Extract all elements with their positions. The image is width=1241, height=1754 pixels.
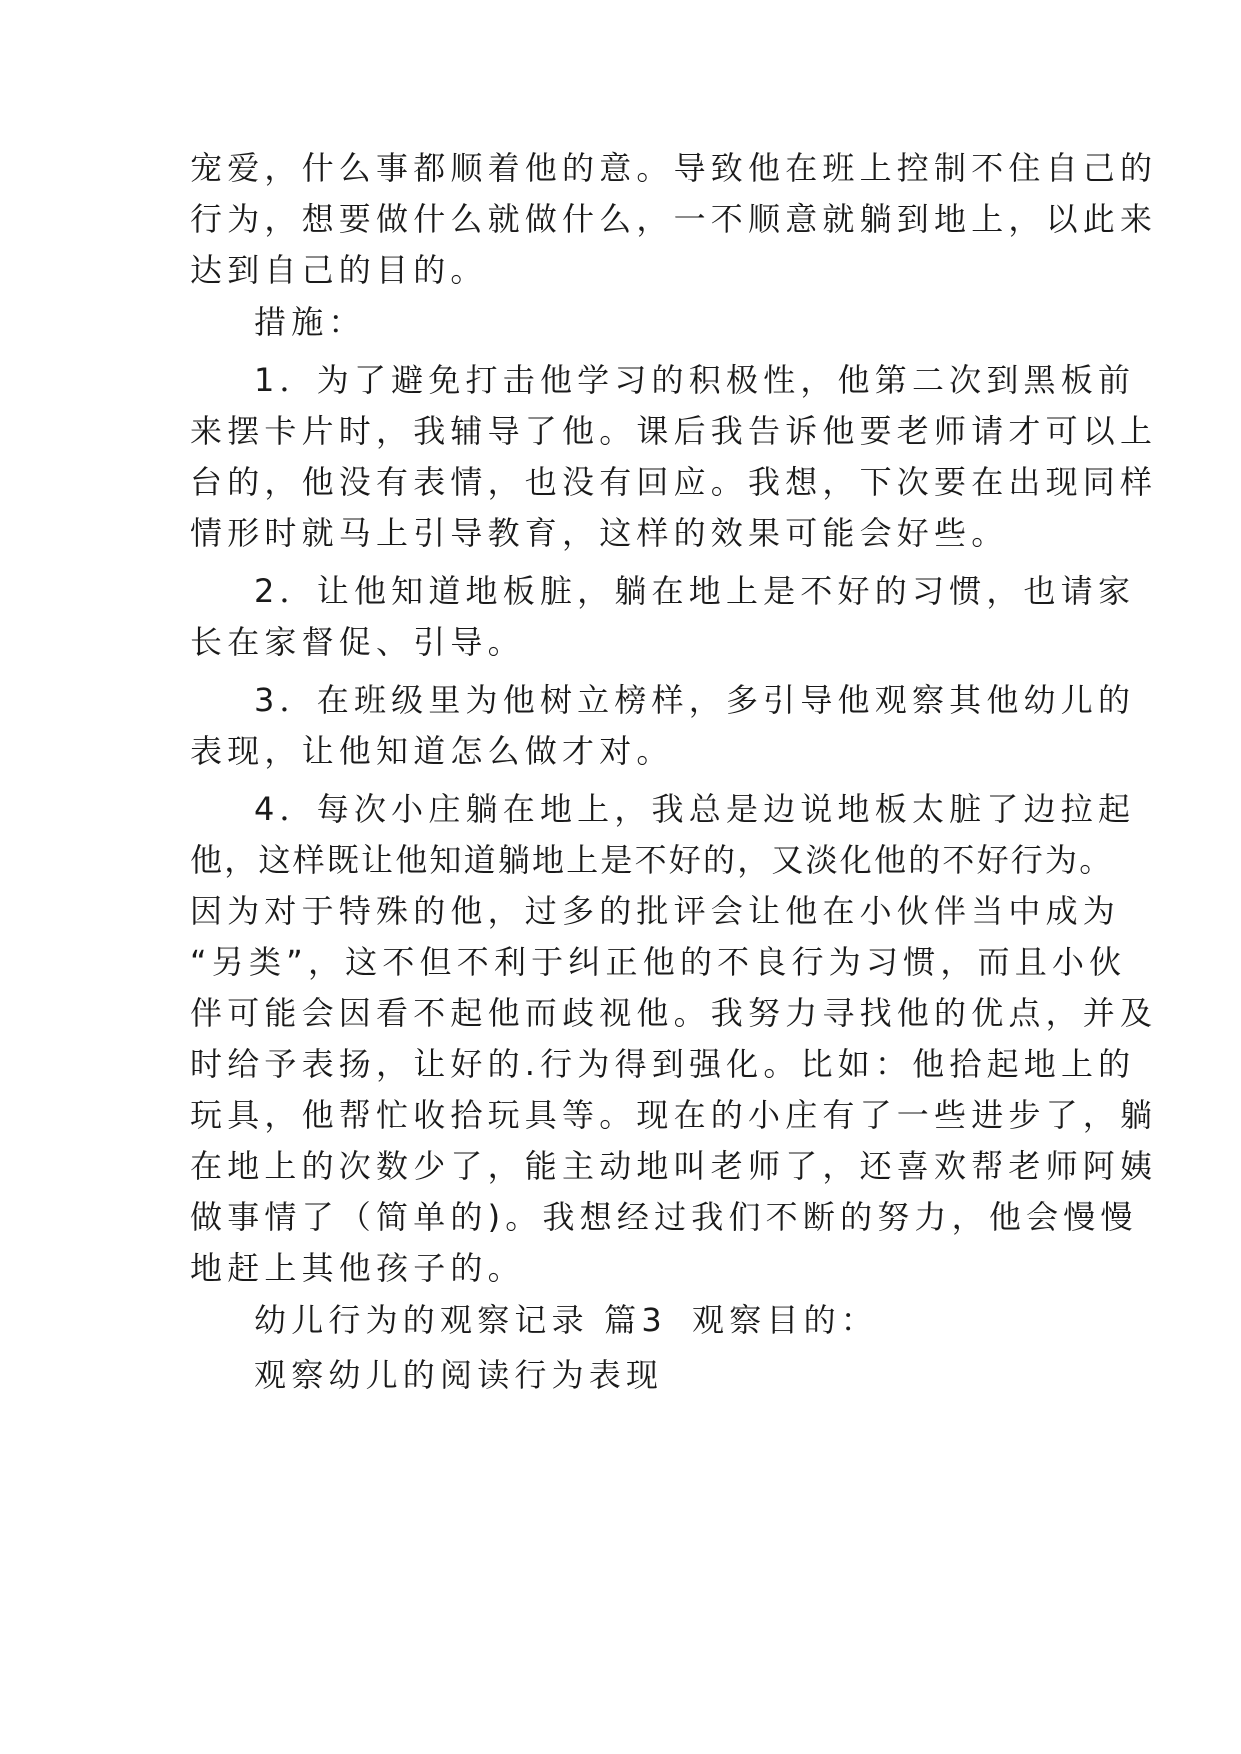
paragraph-line: 3．在班级里为他树立榜样，多引导他观察其他幼儿的 xyxy=(254,681,1136,719)
paragraph-line: 做事情了（简单的)。我想经过我们不断的努力，他会慢慢 xyxy=(190,1198,1138,1236)
paragraph-line: 因为对于特殊的他，过多的批评会让他在小伙伴当中成为 xyxy=(190,892,1121,930)
section-title: 幼儿行为的观察记录 篇3 xyxy=(254,1301,667,1339)
paragraph-line: 行为，想要做什么就做什么，一不顺意就躺到地上，以此来 xyxy=(190,200,1158,238)
paragraph-line: 1．为了避免打击他学习的积极性，他第二次到黑板前 xyxy=(254,361,1136,399)
paragraph-line: 来摆卡片时，我辅导了他。课后我告诉他要老师请才可以上 xyxy=(190,412,1158,450)
paragraph-line: 2．让他知道地板脏，躺在地上是不好的习惯，也请家 xyxy=(254,572,1136,610)
paragraph-line: 地赶上其他孩子的。 xyxy=(190,1249,525,1287)
paragraph-line: 在地上的次数少了，能主动地叫老师了，还喜欢帮老师阿姨 xyxy=(190,1147,1158,1185)
paragraph-line: 时给予表扬，让好的.行为得到强化。比如：他拾起地上的 xyxy=(190,1045,1136,1083)
paragraph-line: “另类”，这不但不利于纠正他的不良行为习惯，而且小伙 xyxy=(190,943,1127,981)
paragraph-line: 玩具，他帮忙收拾玩具等。现在的小庄有了一些进步了，躺 xyxy=(190,1096,1158,1134)
paragraph-line: 达到自己的目的。 xyxy=(190,251,488,289)
paragraph-line: 台的，他没有表情，也没有回应。我想，下次要在出现同样 xyxy=(190,463,1158,501)
paragraph-line: 4．每次小庄躺在地上，我总是边说地板太脏了边拉起 xyxy=(254,790,1136,828)
purpose-text: 观察幼儿的阅读行为表现 xyxy=(254,1356,664,1394)
purpose-label: 观察目的： xyxy=(692,1301,879,1339)
paragraph-line: 表现，让他知道怎么做才对。 xyxy=(190,732,674,770)
paragraph-line: 宠爱，什么事都顺着他的意。导致他在班上控制不住自己的 xyxy=(190,149,1158,187)
paragraph-line: 他，这样既让他知道躺地上是不好的，又淡化他的不好行为。 xyxy=(190,841,1114,879)
paragraph-line: 长在家督促、引导。 xyxy=(190,623,525,661)
paragraph-line: 伴可能会因看不起他而歧视他。我努力寻找他的优点，并及 xyxy=(190,994,1158,1032)
paragraph-line: 情形时就马上引导教育，这样的效果可能会好些。 xyxy=(190,514,1009,552)
measures-heading: 措施： xyxy=(254,303,366,341)
